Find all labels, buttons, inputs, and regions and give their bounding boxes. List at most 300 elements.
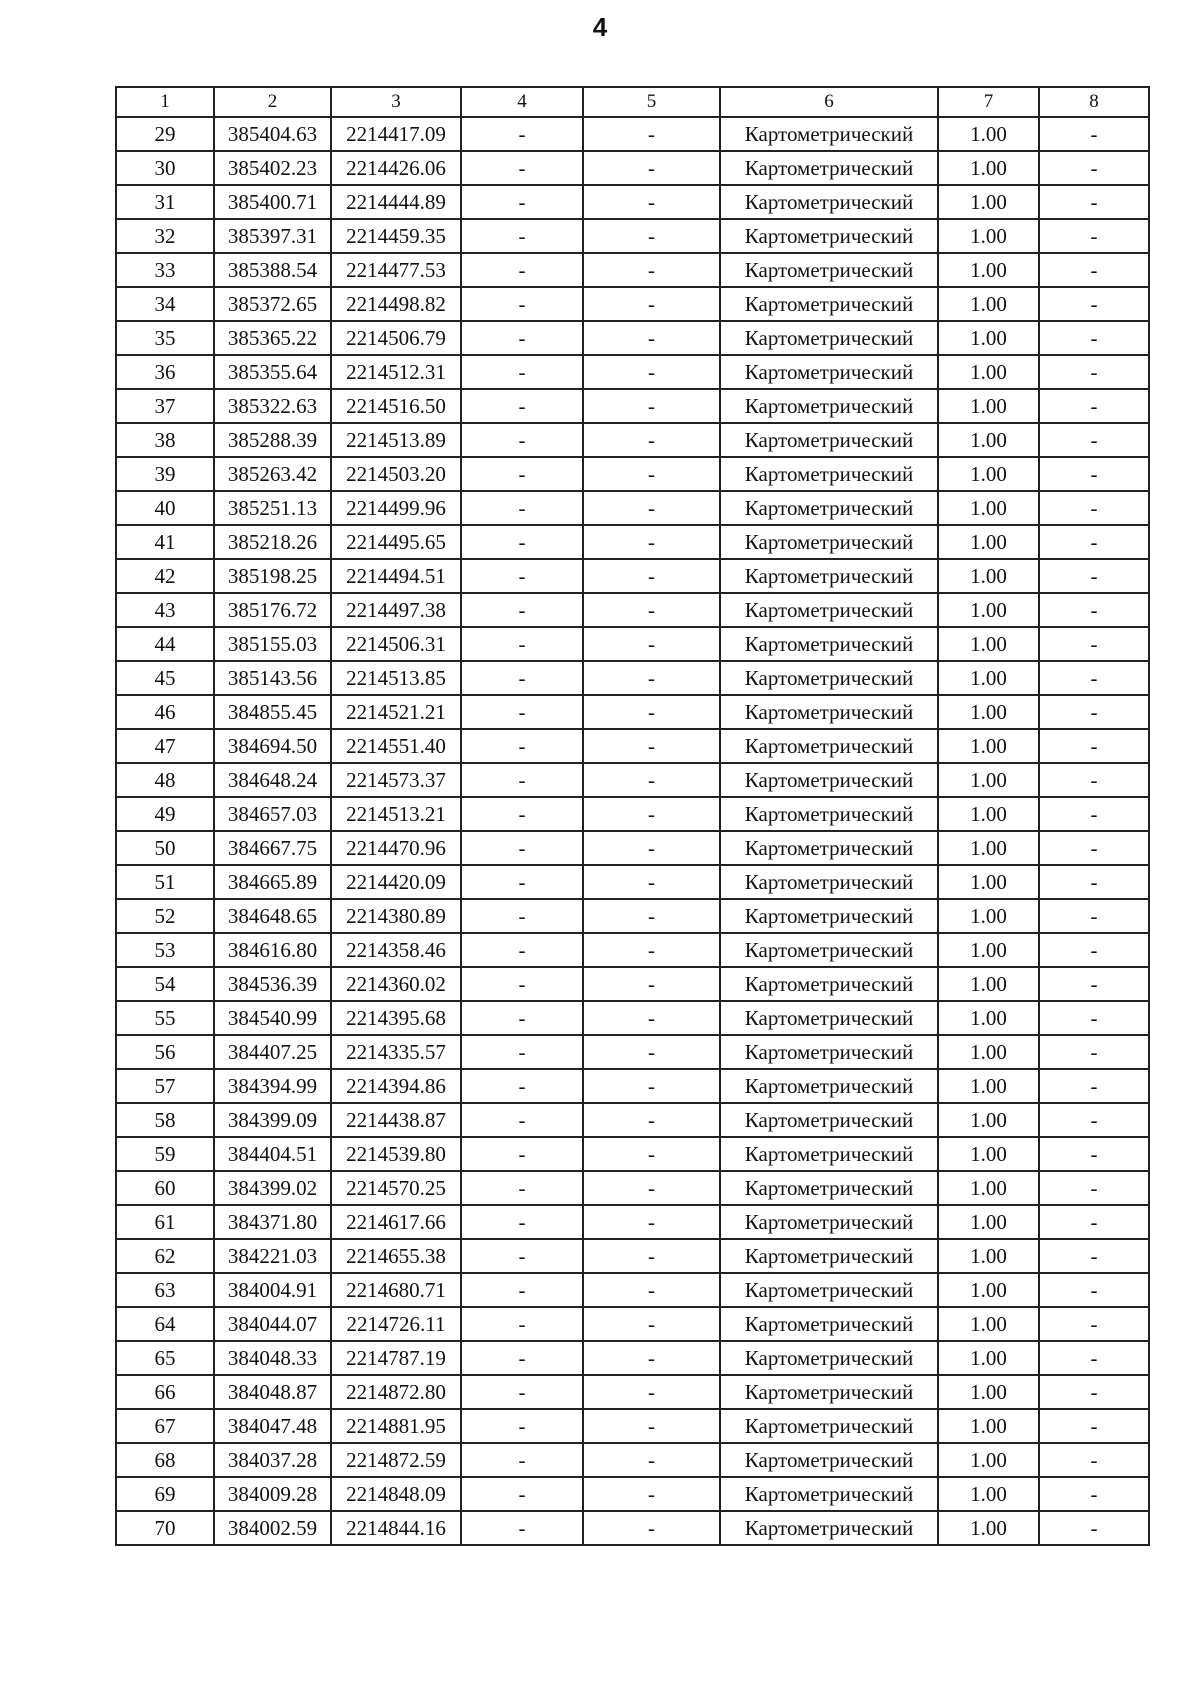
point-number-cell: 37 [116, 389, 214, 423]
method-cell: Картометрический [720, 1341, 938, 1375]
method-cell: Картометрический [720, 1443, 938, 1477]
y-coordinate-cell: 2214335.57 [331, 1035, 461, 1069]
table-row [116, 1205, 1149, 1239]
column-header: 3 [331, 87, 461, 117]
accuracy-cell: 1.00 [938, 423, 1039, 457]
column-4-cell: - [461, 627, 583, 661]
column-8-cell: - [1039, 661, 1149, 695]
column-5-cell: - [583, 559, 720, 593]
column-5-cell: - [583, 1307, 720, 1341]
y-coordinate-cell: 2214477.53 [331, 253, 461, 287]
x-coordinate-cell: 384371.80 [214, 1205, 331, 1239]
method-cell: Картометрический [720, 1511, 938, 1545]
y-coordinate-cell: 2214395.68 [331, 1001, 461, 1035]
column-5-cell: - [583, 1443, 720, 1477]
point-number-cell: 58 [116, 1103, 214, 1137]
table-row [116, 1375, 1149, 1409]
y-coordinate-cell: 2214380.89 [331, 899, 461, 933]
x-coordinate-cell: 384002.59 [214, 1511, 331, 1545]
page-number: 4 [592, 12, 608, 42]
method-cell: Картометрический [720, 763, 938, 797]
y-coordinate-cell: 2214417.09 [331, 117, 461, 151]
column-5-cell: - [583, 423, 720, 457]
x-coordinate-cell: 384694.50 [214, 729, 331, 763]
column-4-cell: - [461, 1443, 583, 1477]
point-number-cell: 64 [116, 1307, 214, 1341]
x-coordinate-cell: 385397.31 [214, 219, 331, 253]
column-4-cell: - [461, 899, 583, 933]
column-8-cell: - [1039, 627, 1149, 661]
x-coordinate-cell: 385143.56 [214, 661, 331, 695]
table-row [116, 457, 1149, 491]
point-number-cell: 55 [116, 1001, 214, 1035]
column-8-cell: - [1039, 321, 1149, 355]
column-8-cell: - [1039, 253, 1149, 287]
point-number-cell: 67 [116, 1409, 214, 1443]
column-4-cell: - [461, 559, 583, 593]
method-cell: Картометрический [720, 661, 938, 695]
x-coordinate-cell: 384616.80 [214, 933, 331, 967]
column-4-cell: - [461, 321, 583, 355]
accuracy-cell: 1.00 [938, 763, 1039, 797]
table-row [116, 967, 1149, 1001]
column-8-cell: - [1039, 1409, 1149, 1443]
accuracy-cell: 1.00 [938, 117, 1039, 151]
table-row [116, 763, 1149, 797]
y-coordinate-cell: 2214521.21 [331, 695, 461, 729]
column-8-cell: - [1039, 1001, 1149, 1035]
column-8-cell: - [1039, 1035, 1149, 1069]
y-coordinate-cell: 2214420.09 [331, 865, 461, 899]
column-5-cell: - [583, 1409, 720, 1443]
column-4-cell: - [461, 831, 583, 865]
table-row [116, 797, 1149, 831]
column-8-cell: - [1039, 1205, 1149, 1239]
column-4-cell: - [461, 1477, 583, 1511]
column-header: 2 [214, 87, 331, 117]
table-row [116, 1001, 1149, 1035]
table-row [116, 1409, 1149, 1443]
column-4-cell: - [461, 1103, 583, 1137]
x-coordinate-cell: 385372.65 [214, 287, 331, 321]
x-coordinate-cell: 384048.33 [214, 1341, 331, 1375]
accuracy-cell: 1.00 [938, 1341, 1039, 1375]
point-number-cell: 63 [116, 1273, 214, 1307]
y-coordinate-cell: 2214506.79 [331, 321, 461, 355]
accuracy-cell: 1.00 [938, 321, 1039, 355]
method-cell: Картометрический [720, 559, 938, 593]
method-cell: Картометрический [720, 1477, 938, 1511]
y-coordinate-cell: 2214499.96 [331, 491, 461, 525]
accuracy-cell: 1.00 [938, 1103, 1039, 1137]
column-8-cell: - [1039, 1069, 1149, 1103]
method-cell: Картометрический [720, 355, 938, 389]
point-number-cell: 39 [116, 457, 214, 491]
point-number-cell: 47 [116, 729, 214, 763]
method-cell: Картометрический [720, 967, 938, 1001]
column-4-cell: - [461, 525, 583, 559]
table-row [116, 389, 1149, 423]
accuracy-cell: 1.00 [938, 1307, 1039, 1341]
column-4-cell: - [461, 253, 583, 287]
coordinates-table [115, 86, 1150, 1546]
column-5-cell: - [583, 1375, 720, 1409]
column-5-cell: - [583, 321, 720, 355]
y-coordinate-cell: 2214503.20 [331, 457, 461, 491]
y-coordinate-cell: 2214438.87 [331, 1103, 461, 1137]
column-8-cell: - [1039, 355, 1149, 389]
y-coordinate-cell: 2214495.65 [331, 525, 461, 559]
accuracy-cell: 1.00 [938, 287, 1039, 321]
method-cell: Картометрический [720, 1103, 938, 1137]
table-row [116, 1477, 1149, 1511]
y-coordinate-cell: 2214506.31 [331, 627, 461, 661]
y-coordinate-cell: 2214655.38 [331, 1239, 461, 1273]
x-coordinate-cell: 385198.25 [214, 559, 331, 593]
accuracy-cell: 1.00 [938, 559, 1039, 593]
column-4-cell: - [461, 1273, 583, 1307]
column-4-cell: - [461, 491, 583, 525]
y-coordinate-cell: 2214551.40 [331, 729, 461, 763]
x-coordinate-cell: 385176.72 [214, 593, 331, 627]
point-number-cell: 32 [116, 219, 214, 253]
column-5-cell: - [583, 1001, 720, 1035]
accuracy-cell: 1.00 [938, 1443, 1039, 1477]
accuracy-cell: 1.00 [938, 219, 1039, 253]
table-row [116, 321, 1149, 355]
table-row [116, 151, 1149, 185]
column-5-cell: - [583, 1171, 720, 1205]
y-coordinate-cell: 2214513.89 [331, 423, 461, 457]
column-8-cell: - [1039, 763, 1149, 797]
table-row [116, 933, 1149, 967]
column-8-cell: - [1039, 151, 1149, 185]
table-row [116, 1511, 1149, 1545]
point-number-cell: 45 [116, 661, 214, 695]
table-row [116, 219, 1149, 253]
column-5-cell: - [583, 491, 720, 525]
x-coordinate-cell: 384540.99 [214, 1001, 331, 1035]
column-8-cell: - [1039, 491, 1149, 525]
column-5-cell: - [583, 1035, 720, 1069]
table-row [116, 1341, 1149, 1375]
column-4-cell: - [461, 1069, 583, 1103]
column-8-cell: - [1039, 1341, 1149, 1375]
column-5-cell: - [583, 1477, 720, 1511]
column-4-cell: - [461, 1001, 583, 1035]
column-8-cell: - [1039, 423, 1149, 457]
accuracy-cell: 1.00 [938, 831, 1039, 865]
column-8-cell: - [1039, 899, 1149, 933]
method-cell: Картометрический [720, 831, 938, 865]
table-row [116, 423, 1149, 457]
accuracy-cell: 1.00 [938, 1239, 1039, 1273]
x-coordinate-cell: 384004.91 [214, 1273, 331, 1307]
column-4-cell: - [461, 389, 583, 423]
x-coordinate-cell: 384399.09 [214, 1103, 331, 1137]
column-header: 5 [583, 87, 720, 117]
table-row [116, 1171, 1149, 1205]
x-coordinate-cell: 384394.99 [214, 1069, 331, 1103]
point-number-cell: 35 [116, 321, 214, 355]
column-8-cell: - [1039, 185, 1149, 219]
y-coordinate-cell: 2214872.80 [331, 1375, 461, 1409]
method-cell: Картометрический [720, 865, 938, 899]
method-cell: Картометрический [720, 1239, 938, 1273]
method-cell: Картометрический [720, 151, 938, 185]
column-5-cell: - [583, 797, 720, 831]
column-8-cell: - [1039, 865, 1149, 899]
table-row [116, 729, 1149, 763]
table-row [116, 627, 1149, 661]
method-cell: Картометрический [720, 729, 938, 763]
y-coordinate-cell: 2214444.89 [331, 185, 461, 219]
accuracy-cell: 1.00 [938, 933, 1039, 967]
column-4-cell: - [461, 661, 583, 695]
table-row [116, 1069, 1149, 1103]
table-row [116, 1137, 1149, 1171]
y-coordinate-cell: 2214680.71 [331, 1273, 461, 1307]
method-cell: Картометрический [720, 1307, 938, 1341]
table-row [116, 865, 1149, 899]
x-coordinate-cell: 385400.71 [214, 185, 331, 219]
point-number-cell: 42 [116, 559, 214, 593]
y-coordinate-cell: 2214726.11 [331, 1307, 461, 1341]
point-number-cell: 46 [116, 695, 214, 729]
column-4-cell: - [461, 423, 583, 457]
column-8-cell: - [1039, 457, 1149, 491]
table-row [116, 491, 1149, 525]
point-number-cell: 30 [116, 151, 214, 185]
point-number-cell: 70 [116, 1511, 214, 1545]
column-5-cell: - [583, 831, 720, 865]
x-coordinate-cell: 384407.25 [214, 1035, 331, 1069]
method-cell: Картометрический [720, 797, 938, 831]
accuracy-cell: 1.00 [938, 593, 1039, 627]
table-row [116, 355, 1149, 389]
column-8-cell: - [1039, 831, 1149, 865]
column-8-cell: - [1039, 797, 1149, 831]
column-5-cell: - [583, 1069, 720, 1103]
column-4-cell: - [461, 1341, 583, 1375]
column-4-cell: - [461, 1409, 583, 1443]
column-8-cell: - [1039, 729, 1149, 763]
column-header: 4 [461, 87, 583, 117]
column-5-cell: - [583, 457, 720, 491]
y-coordinate-cell: 2214787.19 [331, 1341, 461, 1375]
accuracy-cell: 1.00 [938, 253, 1039, 287]
point-number-cell: 43 [116, 593, 214, 627]
accuracy-cell: 1.00 [938, 1375, 1039, 1409]
x-coordinate-cell: 384657.03 [214, 797, 331, 831]
point-number-cell: 38 [116, 423, 214, 457]
column-4-cell: - [461, 185, 583, 219]
column-4-cell: - [461, 967, 583, 1001]
point-number-cell: 65 [116, 1341, 214, 1375]
column-5-cell: - [583, 1137, 720, 1171]
x-coordinate-cell: 385288.39 [214, 423, 331, 457]
column-5-cell: - [583, 933, 720, 967]
point-number-cell: 36 [116, 355, 214, 389]
column-5-cell: - [583, 729, 720, 763]
accuracy-cell: 1.00 [938, 1171, 1039, 1205]
column-5-cell: - [583, 355, 720, 389]
column-4-cell: - [461, 933, 583, 967]
column-4-cell: - [461, 729, 583, 763]
column-8-cell: - [1039, 1137, 1149, 1171]
y-coordinate-cell: 2214848.09 [331, 1477, 461, 1511]
column-8-cell: - [1039, 967, 1149, 1001]
column-5-cell: - [583, 1239, 720, 1273]
column-header: 8 [1039, 87, 1149, 117]
point-number-cell: 69 [116, 1477, 214, 1511]
column-8-cell: - [1039, 525, 1149, 559]
column-8-cell: - [1039, 1103, 1149, 1137]
method-cell: Картометрический [720, 1171, 938, 1205]
point-number-cell: 52 [116, 899, 214, 933]
y-coordinate-cell: 2214459.35 [331, 219, 461, 253]
point-number-cell: 44 [116, 627, 214, 661]
column-5-cell: - [583, 117, 720, 151]
table-row [116, 1239, 1149, 1273]
column-8-cell: - [1039, 695, 1149, 729]
x-coordinate-cell: 385263.42 [214, 457, 331, 491]
column-5-cell: - [583, 389, 720, 423]
column-4-cell: - [461, 219, 583, 253]
column-5-cell: - [583, 627, 720, 661]
y-coordinate-cell: 2214358.46 [331, 933, 461, 967]
table-row [116, 185, 1149, 219]
x-coordinate-cell: 384648.24 [214, 763, 331, 797]
accuracy-cell: 1.00 [938, 695, 1039, 729]
table-row [116, 831, 1149, 865]
column-5-cell: - [583, 695, 720, 729]
accuracy-cell: 1.00 [938, 389, 1039, 423]
x-coordinate-cell: 385251.13 [214, 491, 331, 525]
point-number-cell: 34 [116, 287, 214, 321]
point-number-cell: 56 [116, 1035, 214, 1069]
column-5-cell: - [583, 219, 720, 253]
column-4-cell: - [461, 1035, 583, 1069]
column-4-cell: - [461, 1307, 583, 1341]
method-cell: Картометрический [720, 491, 938, 525]
method-cell: Картометрический [720, 1001, 938, 1035]
x-coordinate-cell: 385402.23 [214, 151, 331, 185]
method-cell: Картометрический [720, 185, 938, 219]
method-cell: Картометрический [720, 423, 938, 457]
point-number-cell: 66 [116, 1375, 214, 1409]
column-4-cell: - [461, 865, 583, 899]
y-coordinate-cell: 2214512.31 [331, 355, 461, 389]
point-number-cell: 59 [116, 1137, 214, 1171]
column-4-cell: - [461, 151, 583, 185]
table-row [116, 1103, 1149, 1137]
point-number-cell: 41 [116, 525, 214, 559]
point-number-cell: 50 [116, 831, 214, 865]
point-number-cell: 53 [116, 933, 214, 967]
table-row [116, 117, 1149, 151]
y-coordinate-cell: 2214570.25 [331, 1171, 461, 1205]
x-coordinate-cell: 385365.22 [214, 321, 331, 355]
x-coordinate-cell: 385404.63 [214, 117, 331, 151]
point-number-cell: 61 [116, 1205, 214, 1239]
column-4-cell: - [461, 695, 583, 729]
y-coordinate-cell: 2214516.50 [331, 389, 461, 423]
y-coordinate-cell: 2214872.59 [331, 1443, 461, 1477]
column-8-cell: - [1039, 389, 1149, 423]
column-8-cell: - [1039, 593, 1149, 627]
table-row [116, 1273, 1149, 1307]
point-number-cell: 62 [116, 1239, 214, 1273]
x-coordinate-cell: 385322.63 [214, 389, 331, 423]
accuracy-cell: 1.00 [938, 1511, 1039, 1545]
table-body [116, 117, 1149, 1545]
y-coordinate-cell: 2214539.80 [331, 1137, 461, 1171]
point-number-cell: 31 [116, 185, 214, 219]
column-8-cell: - [1039, 117, 1149, 151]
accuracy-cell: 1.00 [938, 1205, 1039, 1239]
column-header: 1 [116, 87, 214, 117]
column-8-cell: - [1039, 1307, 1149, 1341]
column-4-cell: - [461, 287, 583, 321]
point-number-cell: 33 [116, 253, 214, 287]
column-8-cell: - [1039, 1477, 1149, 1511]
x-coordinate-cell: 384665.89 [214, 865, 331, 899]
x-coordinate-cell: 385355.64 [214, 355, 331, 389]
y-coordinate-cell: 2214497.38 [331, 593, 461, 627]
point-number-cell: 40 [116, 491, 214, 525]
column-5-cell: - [583, 1103, 720, 1137]
point-number-cell: 54 [116, 967, 214, 1001]
column-5-cell: - [583, 899, 720, 933]
y-coordinate-cell: 2214360.02 [331, 967, 461, 1001]
y-coordinate-cell: 2214470.96 [331, 831, 461, 865]
accuracy-cell: 1.00 [938, 1273, 1039, 1307]
accuracy-cell: 1.00 [938, 525, 1039, 559]
accuracy-cell: 1.00 [938, 899, 1039, 933]
method-cell: Картометрический [720, 899, 938, 933]
table-row [116, 559, 1149, 593]
column-4-cell: - [461, 457, 583, 491]
point-number-cell: 68 [116, 1443, 214, 1477]
accuracy-cell: 1.00 [938, 185, 1039, 219]
table-row [116, 1443, 1149, 1477]
table-row [116, 593, 1149, 627]
column-5-cell: - [583, 967, 720, 1001]
column-8-cell: - [1039, 1171, 1149, 1205]
column-4-cell: - [461, 797, 583, 831]
x-coordinate-cell: 385218.26 [214, 525, 331, 559]
method-cell: Картометрический [720, 1375, 938, 1409]
method-cell: Картометрический [720, 287, 938, 321]
y-coordinate-cell: 2214513.21 [331, 797, 461, 831]
table-row [116, 661, 1149, 695]
column-8-cell: - [1039, 1443, 1149, 1477]
column-5-cell: - [583, 287, 720, 321]
x-coordinate-cell: 384399.02 [214, 1171, 331, 1205]
y-coordinate-cell: 2214573.37 [331, 763, 461, 797]
column-5-cell: - [583, 593, 720, 627]
x-coordinate-cell: 384667.75 [214, 831, 331, 865]
accuracy-cell: 1.00 [938, 1409, 1039, 1443]
method-cell: Картометрический [720, 1069, 938, 1103]
column-8-cell: - [1039, 933, 1149, 967]
accuracy-cell: 1.00 [938, 1477, 1039, 1511]
table-row [116, 1307, 1149, 1341]
column-5-cell: - [583, 1341, 720, 1375]
method-cell: Картометрический [720, 321, 938, 355]
method-cell: Картометрический [720, 1035, 938, 1069]
